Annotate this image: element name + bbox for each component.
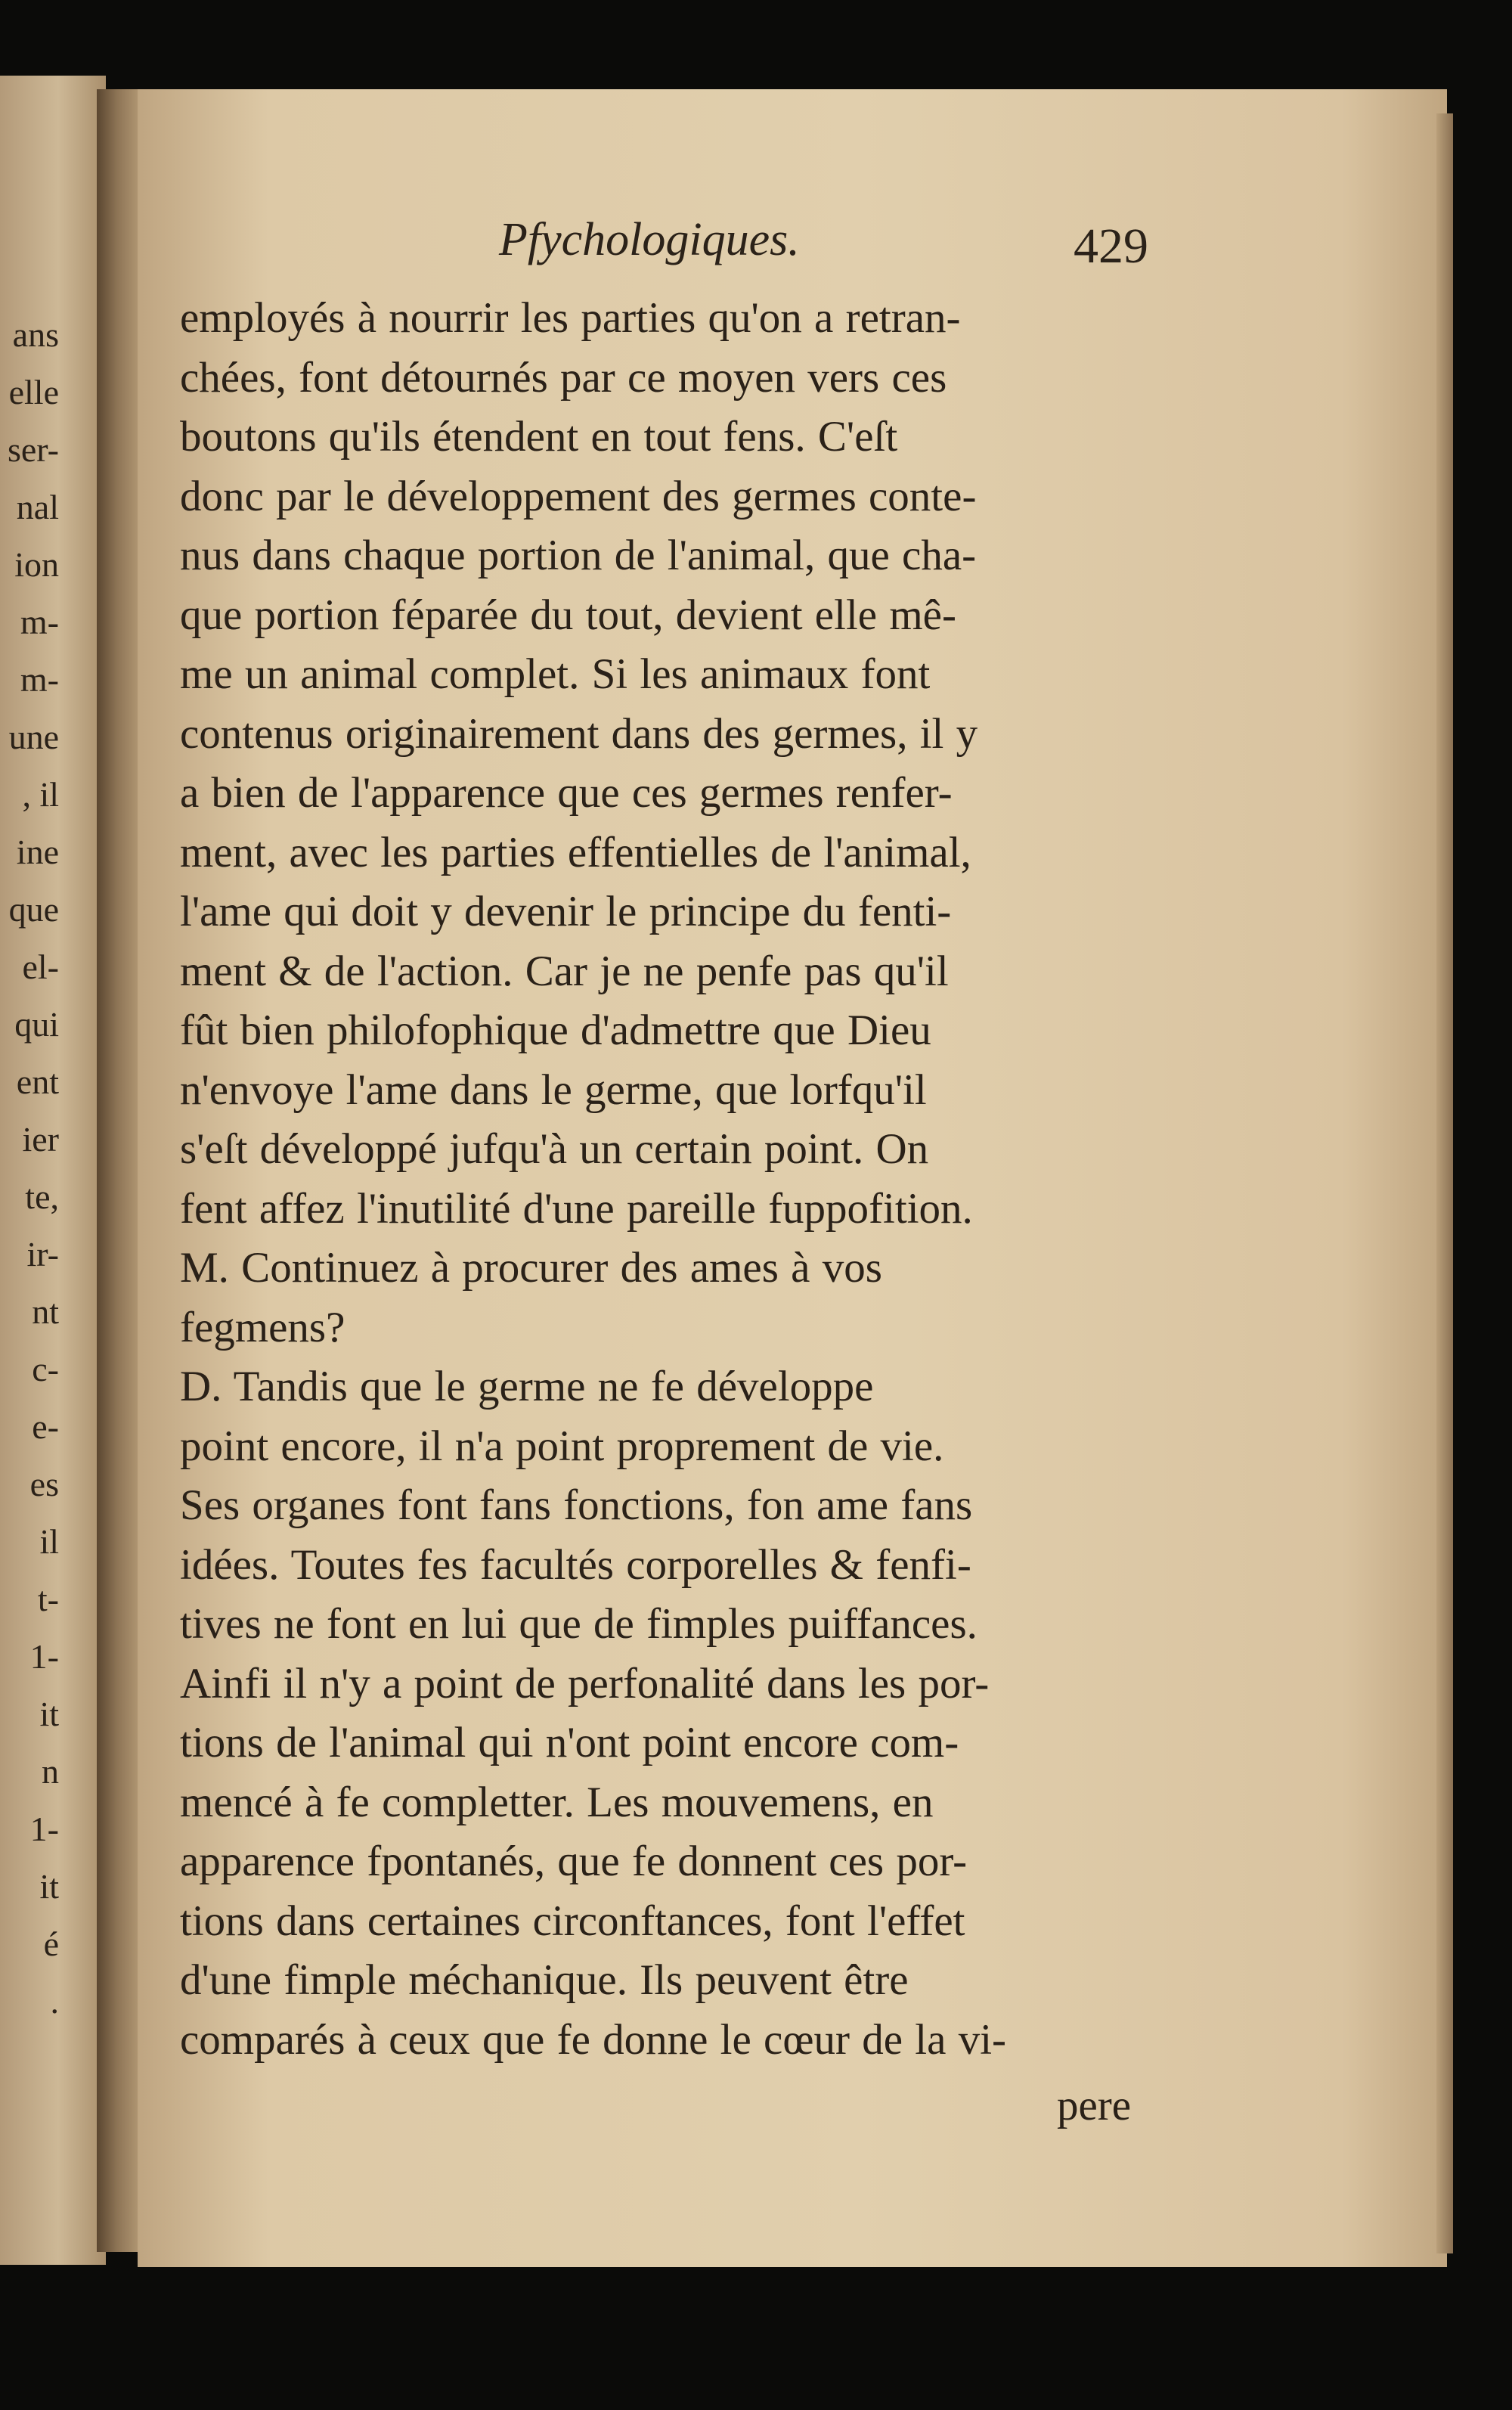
left-page-fragment: é xyxy=(43,1925,59,1963)
text-line: point encore, il n'a point proprement de vie. xyxy=(180,1422,944,1470)
catchword: pere xyxy=(1057,2082,1132,2129)
text-line: s'eſt développé jufqu'à un certain point. On xyxy=(180,1125,929,1173)
left-page-fragment: elle xyxy=(8,373,59,411)
text-line: employés à nourrir les parties qu'on a retran- xyxy=(180,294,961,342)
text-line: me un animal complet. Si les animaux font xyxy=(180,650,931,698)
left-page-fragment: m- xyxy=(20,660,59,699)
left-page-fragment: qui xyxy=(14,1005,59,1044)
text-line: que portion féparée du tout, devient elle mê- xyxy=(180,591,956,639)
book-gutter xyxy=(97,89,142,2252)
text-line: apparence fpontanés, que fe donnent ces por- xyxy=(180,1838,968,1885)
text-line: tives ne font en lui que de fimples puiffances. xyxy=(180,1600,978,1648)
left-page-fragment: ser- xyxy=(7,430,59,469)
page-number: 429 xyxy=(1074,219,1148,274)
text-line: Ses organes font fans fonctions, fon ame fans xyxy=(180,1481,973,1529)
text-line: donc par le développement des germes conte- xyxy=(180,472,977,520)
left-page-fragment: 1- xyxy=(29,1810,59,1848)
left-page-fragment: une xyxy=(8,718,59,756)
left-page-fragment: m- xyxy=(20,603,59,641)
text-line: idées. Toutes fes facultés corporelles & fenfi- xyxy=(180,1540,971,1589)
text-line: boutons qu'ils étendent en tout fens. C'eſt xyxy=(180,413,898,461)
running-head: Pfychologiques. xyxy=(499,214,800,265)
text-line: fût bien philofophique d'admettre que Dieu xyxy=(180,1006,931,1054)
left-page-fragment: , il xyxy=(22,775,59,814)
left-page-fragment: nal xyxy=(16,488,59,526)
left-page-fragment: ion xyxy=(14,545,59,584)
text-line: D. Tandis que le germe ne fe développe xyxy=(180,1363,874,1410)
left-page-fragment: que xyxy=(8,890,59,929)
left-page-fragment: il xyxy=(39,1522,59,1561)
left-page-fragment: n xyxy=(42,1752,59,1791)
text-line: d'une fimple méchanique. Ils peuvent être xyxy=(180,1956,909,2004)
left-page-fragment: ier xyxy=(22,1120,59,1158)
left-page-fragment: . xyxy=(50,1982,59,2021)
left-page-fragment: 1- xyxy=(29,1637,59,1676)
text-line: a bien de l'apparence que ces germes renfer- xyxy=(180,769,953,817)
text-line: tions dans certaines circonftances, font l'effet xyxy=(180,1897,965,1945)
text-line: M. Continuez à procurer des ames à vos xyxy=(180,1244,882,1292)
left-page-fragment: ans xyxy=(12,315,59,354)
left-page-fragment: e- xyxy=(32,1407,59,1446)
text-line: n'envoye l'ame dans le germe, que lorfqu'il xyxy=(180,1065,927,1114)
left-page-fragment: t- xyxy=(37,1580,59,1618)
left-page-fragment: te, xyxy=(25,1177,59,1216)
text-line: comparés à ceux que fe donne le cœur de la vi- xyxy=(180,2015,1007,2064)
left-page-fragment: es xyxy=(29,1465,59,1503)
left-page-fragment: it xyxy=(39,1867,59,1906)
left-page-edge xyxy=(0,76,106,2265)
left-page-fragment: ent xyxy=(16,1062,59,1101)
left-page-fragment: el- xyxy=(22,948,59,986)
text-line: nus dans chaque portion de l'animal, que cha- xyxy=(180,532,977,579)
text-line: fent affez l'inutilité d'une pareille fuppofition. xyxy=(180,1184,973,1233)
text-line: tions de l'animal qui n'ont point encore com- xyxy=(180,1719,959,1766)
text-line: ment, avec les parties effentielles de l'animal, xyxy=(180,828,971,876)
left-page-fragment: c- xyxy=(32,1350,59,1388)
text-line: fegmens? xyxy=(180,1303,345,1351)
left-page-fragment: ir- xyxy=(26,1235,59,1273)
left-page-fragment: nt xyxy=(32,1292,59,1331)
left-page-fragment: it xyxy=(39,1695,59,1733)
text-line: l'ame qui doit y devenir le principe du fenti- xyxy=(180,888,952,935)
text-line: chées, font détournés par ce moyen vers ces xyxy=(180,353,947,402)
text-line: mencé à fe completter. Les mouvemens, en xyxy=(180,1778,934,1826)
left-page-fragment: ine xyxy=(16,833,59,871)
text-line: Ainfi il n'y a point de perfonalité dans les por- xyxy=(180,1659,990,1707)
text-line: ment & de l'action. Car je ne penfe pas qu'il xyxy=(180,947,949,995)
text-line: contenus originairement dans des germes, il y xyxy=(180,709,978,758)
page-edge-shadow xyxy=(1436,113,1453,2253)
